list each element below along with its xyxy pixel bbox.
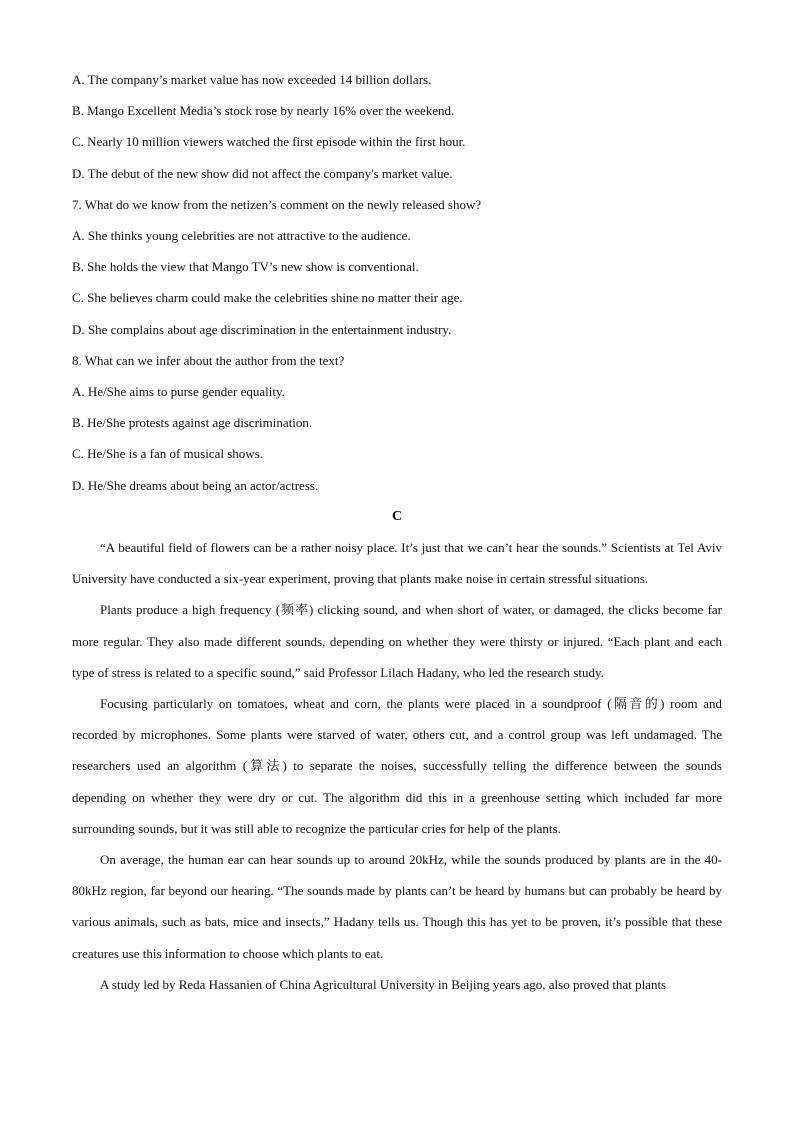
q7-option-c: C. She believes charm could make the celebrities shine no matter their age. [72, 290, 463, 306]
section-title: C [391, 508, 403, 524]
q7-stem: 7. What do we know from the netizen’s comment on the newly released show? [72, 196, 482, 212]
q6-option-d: D. The debut of the new show did not affect the company's market value. [72, 165, 453, 181]
paragraph-1: “A beautiful field of flowers can be a rather noisy place. It’s just that we can’t hear the sounds.” Scientists at Tel Aviv University have conducted a six-year experiment, proving that plants make noise in certain stressful situations. [72, 540, 722, 587]
q6-option-c: C. Nearly 10 million viewers watched the first episode within the first hour. [72, 134, 466, 150]
q8-option-c: C. He/She is a fan of musical shows. [72, 446, 264, 462]
paragraph-4: On average, the human ear can hear sounds up to around 20kHz, while the sounds produced by plants are in the 40-80kHz region, far beyond our hearing. “The sounds made by plants can’t be heard by humans but can probably be heard by various animals, such as bats, mice and insects,” Hadany tells us. Though this has yet to be proven, it’s possible that these creatures use this information to choose which plants to eat. [72, 852, 722, 961]
q8-option-b: B. He/She protests against age discrimination. [72, 415, 313, 431]
paragraph-3: Focusing particularly on tomatoes, wheat and corn, the plants were placed in a soundproof (隔音的) room and recorded by microphones. Some plants were starved of water, others cut, and a control group was left undamaged. The researchers used an algorithm (算法) to separate the noises, successfully telling the difference between the sounds depending on whether they were dry or cut. The algorithm did this in a greenhouse setting which included far more surrounding sounds, but it was still able to recognize the particular cries for help of the plants. [72, 696, 722, 836]
paragraph-5: A study led by Reda Hassanien of China Agricultural University in Beijing years ago, also proved that plants [100, 976, 667, 992]
q7-option-b: B. She holds the view that Mango TV’s new show is conventional. [72, 259, 419, 275]
q7-option-d: D. She complains about age discrimination in the entertainment industry. [72, 321, 452, 337]
paragraph-2: Plants produce a high frequency (频率) clicking sound, and when short of water, or damaged, the clicks become far more regular. They also made different sounds, depending on whether they were thirsty or injured. “Each plant and each type of stress is related to a specific sound,” said Professor Lilach Hadany, who led the research study. [72, 602, 722, 680]
q7-option-a: A. She thinks young celebrities are not attractive to the audience. [72, 228, 411, 244]
q6-option-a: A. The company’s market value has now exceeded 14 billion dollars. [72, 72, 432, 87]
q8-option-a: A. He/She aims to purse gender equality. [72, 384, 285, 400]
q8-stem: 8. What can we infer about the author from the text? [72, 352, 345, 368]
q6-option-b: B. Mango Excellent Media’s stock rose by nearly 16% over the weekend. [72, 103, 455, 119]
document-page [72, 64, 722, 1000]
q8-option-d: D. He/She dreams about being an actor/actress. [72, 477, 319, 493]
